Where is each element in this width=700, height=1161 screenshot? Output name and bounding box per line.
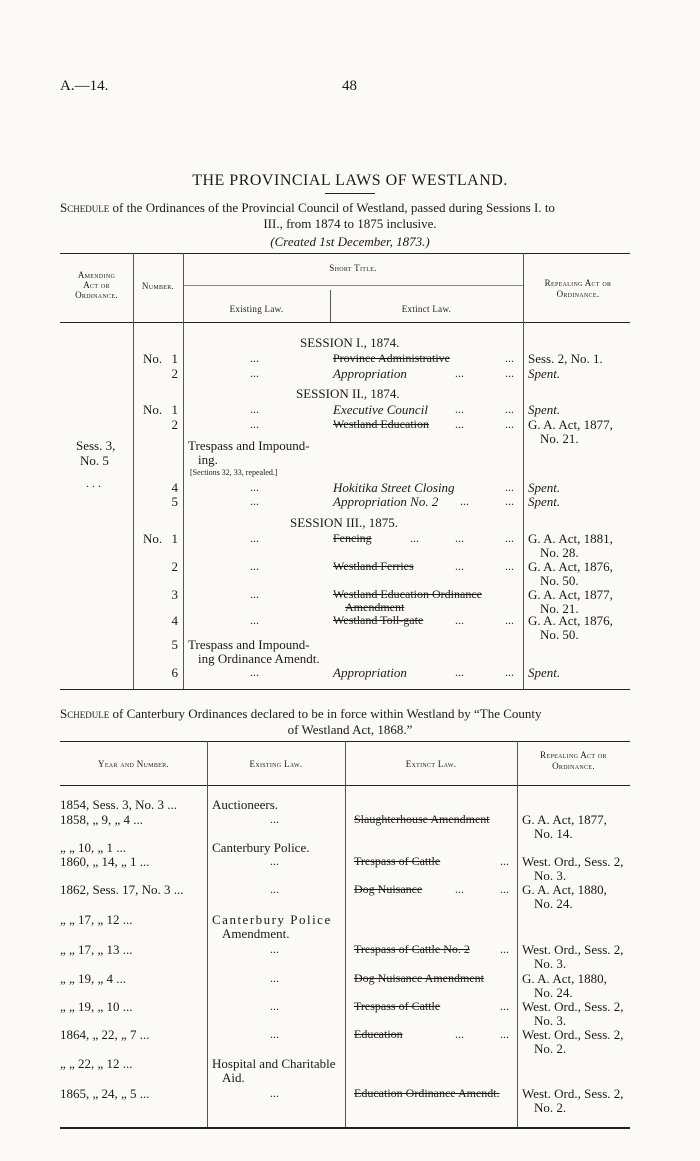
existing-law-cont: ing Ordinance Amendt. — [198, 651, 320, 666]
no-label: No. — [143, 351, 163, 366]
ordinance-number: 2 — [171, 417, 178, 432]
repealing-act: G. A. Act, 1877, — [528, 417, 613, 432]
ordinance-number: 1 — [171, 402, 178, 417]
repealing-act: G. A. Act, 1877, — [528, 587, 613, 602]
table-row-year: 1865, „ 24, „ 5 ... — [60, 1086, 150, 1101]
leader-dots: ... — [505, 494, 514, 508]
table-row-year: „ „ 17, „ 12 ... — [60, 912, 133, 927]
amending-act: Sess. 3, — [76, 438, 116, 453]
extinct-law: Executive Council — [333, 402, 428, 417]
existing-law: ... — [250, 587, 259, 601]
extinct-law: Westland Education Ordinance — [333, 587, 482, 601]
schedule2-caption-line2: of Westland Act, 1868.” — [287, 722, 413, 737]
leader-dots: ... — [500, 999, 509, 1013]
repealing-act: Spent. — [528, 402, 561, 417]
table-row-extinct: Slaughterhouse Amendment — [354, 812, 490, 826]
col-rule — [133, 253, 134, 689]
repealing-act: G. A. Act, 1876, — [528, 559, 613, 574]
table-row-year: „ „ 19, „ 4 ... — [60, 971, 127, 986]
table-row-existing: ... — [270, 1086, 279, 1100]
leader-dots: ... — [455, 559, 464, 573]
page-number: 48 — [342, 78, 357, 94]
existing-law: ... — [250, 480, 259, 494]
existing-law: Trespass and Impound- — [188, 438, 310, 453]
col-rule — [523, 253, 524, 689]
ordinance-number: 5 — [171, 494, 178, 509]
ordinance-number: 3 — [171, 587, 178, 602]
table-row-existing-cont: Amendment. — [222, 926, 290, 941]
table-row-year: 1854, Sess. 3, No. 3 ... — [60, 797, 178, 812]
extinct-law: Westland Toll-gate — [333, 613, 424, 627]
table-row-year: 1860, „ 14, „ 1 ... — [60, 854, 150, 869]
repealing-act: Spent. — [528, 494, 561, 509]
leader-dots: ... — [500, 942, 509, 956]
extinct-law: Appropriation No. 2 — [333, 494, 439, 509]
repealing-act: G. A. Act, 1881, — [528, 531, 613, 546]
existing-law: ... — [250, 665, 259, 679]
table-row-repealing: West. Ord., Sess. 2, — [522, 1086, 624, 1101]
schedule1-caption-lead: Schedule — [60, 200, 110, 215]
leader-dots: ... — [505, 559, 514, 573]
existing-law: ... — [250, 366, 259, 380]
table-row-year: 1862, Sess. 17, No. 3 ... — [60, 882, 184, 897]
leader-dots: ... — [500, 882, 509, 896]
table-row-repealing: West. Ord., Sess. 2, — [522, 999, 624, 1014]
leader-dots: ... — [455, 1027, 464, 1041]
table-row-extinct: Dog Nuisance Amendment — [354, 971, 484, 985]
leader-dots: ... — [455, 417, 464, 431]
leader-dots: ... — [455, 366, 464, 380]
leader-dots: ... — [455, 402, 464, 416]
schedule1-caption-line1: of the Ordinances of the Provincial Council of Westland, passed during Sessions I. to — [112, 200, 555, 215]
existing-law: ... — [250, 494, 259, 508]
header-number: Number. — [141, 281, 175, 291]
leader-dots: ... — [505, 351, 514, 365]
table-row-existing-cont: Aid. — [222, 1070, 245, 1085]
repealing-act-number: No. 50. — [540, 627, 579, 642]
ordinance-number: 4 — [171, 613, 178, 628]
ordinance-number: 2 — [171, 366, 178, 381]
table-row-extinct: Trespass of Cattle No. 2 — [354, 942, 470, 956]
table-row-extinct: Dog Nuisance — [354, 882, 423, 896]
existing-law: ... — [250, 559, 259, 573]
extinct-law: Westland Education — [333, 417, 430, 431]
header-amending: Amending Act or Ordinance. — [75, 270, 118, 300]
existing-law: Trespass and Impound- — [188, 637, 310, 652]
ordinance-number: 4 — [171, 480, 178, 495]
leader-dots: ... — [505, 613, 514, 627]
leader-dots: ... — [460, 494, 469, 508]
leader-dots: ... — [505, 402, 514, 416]
existing-law-note: [Sections 32, 33, repealed.] — [190, 468, 278, 477]
leader-dots: ... — [505, 531, 514, 545]
leader-dots: ... — [505, 665, 514, 679]
schedule2-caption — [60, 706, 542, 722]
header-existing-law: Existing Law. — [229, 304, 284, 314]
table-row-existing: ... — [270, 999, 279, 1013]
header-extinct-law: Extinct Law. — [401, 304, 452, 314]
table-row-existing: Canterbury Police. — [212, 840, 310, 855]
table-row-repealing-number: No. 24. — [534, 896, 573, 911]
existing-law: ... — [250, 417, 259, 431]
schedule2-caption-line1: of Canterbury Ordinances declared to be in force within Westland by “The County — [112, 706, 542, 721]
repealing-act: Sess. 2, No. 1. — [528, 351, 603, 366]
amending-act-number: No. 5 — [80, 453, 109, 468]
existing-law: ... — [250, 531, 259, 545]
extinct-law: Westland Ferries — [333, 559, 414, 573]
leader-dots: ... — [455, 531, 464, 545]
table-row-repealing-number: No. 2. — [534, 1100, 567, 1115]
extinct-law: Fencing — [333, 531, 372, 545]
extinct-law: Province Administrative — [333, 351, 450, 365]
header-extinct-law: Extinct Law. — [405, 759, 457, 769]
col-rule — [345, 741, 346, 1127]
table-row-repealing: West. Ord., Sess. 2, — [522, 854, 624, 869]
table-row-year: „ „ 19, „ 10 ... — [60, 999, 133, 1014]
header-short-title: Short Title. — [329, 263, 377, 273]
no-label: No. — [143, 402, 163, 417]
col-rule — [517, 741, 518, 1127]
leader-dots: ... — [500, 854, 509, 868]
ordinance-number: 6 — [171, 665, 178, 680]
table-row-year: „ „ 10, „ 1 ... — [60, 840, 127, 855]
table-row-repealing-number: No. 3. — [534, 868, 567, 883]
session-heading: SESSION II., 1874. — [296, 386, 400, 401]
table-row-existing: ... — [270, 882, 279, 896]
repealing-act: G. A. Act, 1876, — [528, 613, 613, 628]
table-row-repealing: G. A. Act, 1880, — [522, 882, 607, 897]
repealing-act: Spent. — [528, 480, 561, 495]
page-title: THE PROVINCIAL LAWS OF WESTLAND. — [192, 172, 508, 189]
repealing-act-number: No. 21. — [540, 601, 579, 616]
header-existing-law: Existing Law. — [249, 759, 303, 769]
leader-dots: ... — [455, 665, 464, 679]
session-heading: SESSION I., 1874. — [300, 335, 400, 350]
short-title-rule — [183, 285, 523, 286]
existing-law: ... — [250, 351, 259, 365]
ordinance-number: 2 — [171, 559, 178, 574]
repealing-act-number: No. 21. — [540, 431, 579, 446]
header-repealing: Repealing Act or Ordinance. — [544, 278, 612, 299]
schedule1-caption-line2: III., from 1874 to 1875 inclusive. — [263, 216, 437, 231]
session-heading: SESSION III., 1875. — [290, 515, 398, 530]
leader-dots: ... — [500, 1027, 509, 1041]
repealing-act: Spent. — [528, 665, 561, 680]
schedule1-bottom-rule — [60, 689, 630, 690]
amending-act-dots: . . . — [86, 476, 101, 490]
document-reference: A.—14. — [60, 78, 109, 94]
existing-law-cont: ing. — [198, 452, 218, 467]
extinct-law: Hokitika Street Closing — [333, 480, 455, 495]
header-repealing: Repealing Act or Ordinance. — [540, 750, 607, 771]
schedule1-caption — [60, 200, 555, 216]
table-row-existing: ... — [270, 1027, 279, 1041]
table-row-year: 1858, „ 9, „ 4 ... — [60, 812, 144, 827]
repealing-act: Spent. — [528, 366, 561, 381]
table-row-existing: Canterbury Police — [212, 912, 332, 927]
col-rule — [207, 741, 208, 1127]
leader-dots: ... — [505, 480, 514, 494]
schedule2-caption-lead: Schedule — [60, 706, 110, 721]
leader-dots: ... — [455, 882, 464, 896]
table-row-repealing-number: No. 14. — [534, 826, 573, 841]
repealing-act-number: No. 50. — [540, 573, 579, 588]
ordinance-number: 1 — [171, 531, 178, 546]
schedule2-bottom-rule — [60, 1127, 630, 1129]
schedule1-created-date: (Created 1st December, 1873.) — [270, 234, 430, 249]
col-rule — [183, 253, 184, 689]
ordinance-number: 1 — [171, 351, 178, 366]
table-row-repealing-number: No. 24. — [534, 985, 573, 1000]
table-row-existing: ... — [270, 971, 279, 985]
table-row-year: „ „ 17, „ 13 ... — [60, 942, 133, 957]
table-row-extinct: Trespass of Cattle — [354, 999, 441, 1013]
table-row-repealing: West. Ord., Sess. 2, — [522, 1027, 624, 1042]
leader-dots: ... — [505, 417, 514, 431]
no-label: No. — [143, 531, 163, 546]
leader-dots: ... — [410, 531, 419, 545]
table-row-repealing: West. Ord., Sess. 2, — [522, 942, 624, 957]
extinct-law: Appropriation — [333, 366, 407, 381]
table-row-repealing-number: No. 3. — [534, 956, 567, 971]
ordinance-number: 5 — [171, 637, 178, 652]
header-year-number: Year and Number. — [98, 759, 169, 769]
leader-dots: ... — [455, 613, 464, 627]
title-rule — [325, 193, 375, 194]
table-row-extinct: Education — [354, 1027, 403, 1041]
table-row-repealing-number: No. 3. — [534, 1013, 567, 1028]
table-row-existing: ... — [270, 942, 279, 956]
table-row-repealing: G. A. Act, 1877, — [522, 812, 607, 827]
existing-law: ... — [250, 402, 259, 416]
existing-law: ... — [250, 613, 259, 627]
table-row-extinct: Education Ordinance Amendt. — [354, 1086, 500, 1100]
table-row-year: „ „ 22, „ 12 ... — [60, 1056, 133, 1071]
leader-dots: ... — [505, 366, 514, 380]
schedule1-header-rule — [60, 322, 630, 323]
table-row-existing: ... — [270, 812, 279, 826]
table-row-extinct: Trespass of Cattle — [354, 854, 441, 868]
table-row-existing: ... — [270, 854, 279, 868]
table-row-existing: Auctioneers. — [212, 797, 279, 812]
extinct-law-cont: Amendment — [345, 600, 405, 614]
table-row-repealing: G. A. Act, 1880, — [522, 971, 607, 986]
schedule1-top-rule — [60, 253, 630, 254]
table-row-year: 1864, „ 22, „ 7 ... — [60, 1027, 150, 1042]
repealing-act-number: No. 28. — [540, 545, 579, 560]
extinct-law: Appropriation — [333, 665, 407, 680]
table-row-existing: Hospital and Charitable — [212, 1056, 336, 1071]
table-row-repealing-number: No. 2. — [534, 1041, 567, 1056]
